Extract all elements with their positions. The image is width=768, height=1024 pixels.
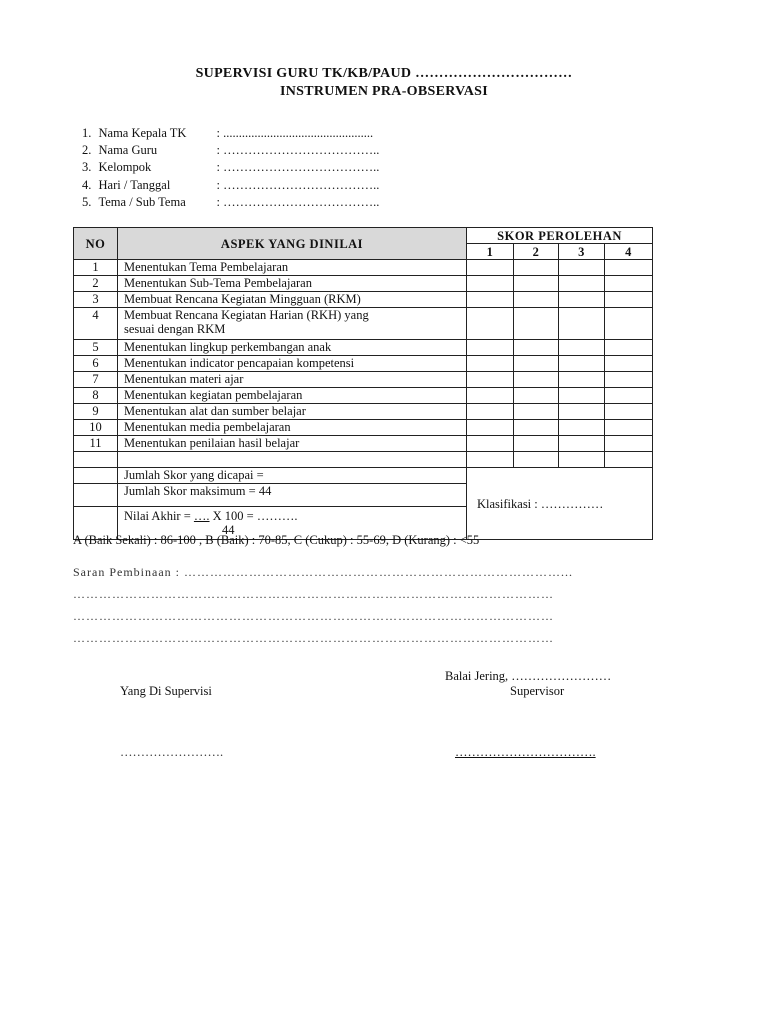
- header-aspek: ASPEK YANG DINILAI: [118, 228, 467, 260]
- row-aspek: Menentukan alat dan sumber belajar: [118, 404, 467, 420]
- info-row-kepala: [82, 126, 373, 141]
- info-row-tema: [82, 195, 379, 210]
- saran-dotted-line: …………………………………………………………………………………………………: [73, 587, 554, 601]
- score-cell[interactable]: [467, 260, 514, 276]
- score-cell[interactable]: [605, 404, 653, 420]
- saran-dotted-line: …………………………………………………………………………………………………: [73, 631, 554, 645]
- score-cell[interactable]: [559, 276, 605, 292]
- supervisee-label: Yang Di Supervisi: [120, 684, 212, 698]
- table-row: [74, 420, 653, 436]
- document-subtitle: INSTRUMEN PRA-OBSERVASI: [279, 84, 489, 99]
- summary-row-jumlah: [74, 468, 653, 484]
- saran-dotted-line: …………………………………………………………………………………………………: [73, 609, 554, 623]
- nilai-akhir-suffix: X 100 = ……….: [209, 509, 298, 523]
- row-aspek: Menentukan media pembelajaran: [118, 420, 467, 436]
- score-cell[interactable]: [514, 436, 559, 452]
- assessment-table: [73, 227, 653, 540]
- info-value: : ………………………………..: [216, 143, 380, 157]
- info-label: Tema / Sub Tema: [98, 195, 186, 209]
- table-row: [74, 276, 653, 292]
- score-cell[interactable]: [559, 436, 605, 452]
- score-cell[interactable]: [467, 356, 514, 372]
- jumlah-skor-label: Jumlah Skor yang dicapai =: [118, 468, 467, 484]
- info-row-kelompok: [82, 160, 379, 175]
- classification-legend: A (Baik Sekali) : 86-100 , B (Baik) : 70-85, C (Cukup) : 55-69, D (Kurang) : <55: [73, 533, 480, 547]
- score-cell[interactable]: [467, 452, 514, 468]
- row-number: 2: [74, 276, 118, 292]
- row-aspek-line2: sesuai dengan RKM: [124, 322, 226, 336]
- score-cell[interactable]: [605, 372, 653, 388]
- row-aspek: Menentukan Tema Pembelajaran: [118, 260, 467, 276]
- row-number: 8: [74, 388, 118, 404]
- row-number: 10: [74, 420, 118, 436]
- klasifikasi-cell: [467, 468, 653, 540]
- info-number: 1.: [82, 126, 92, 140]
- info-label: Hari / Tanggal: [98, 178, 171, 192]
- score-cell[interactable]: [605, 308, 653, 340]
- row-aspek: Menentukan Sub-Tema Pembelajaran: [118, 276, 467, 292]
- table-row: [74, 292, 653, 308]
- info-value: : ………………………………..: [216, 178, 380, 192]
- place-date: Balai Jering, ……………………: [445, 669, 612, 683]
- score-cell[interactable]: [605, 340, 653, 356]
- klasifikasi-label: Klasifikasi : ……………: [477, 496, 604, 511]
- nilai-akhir-prefix: Nilai Akhir =: [124, 509, 194, 523]
- info-number: 4.: [82, 178, 92, 192]
- header-no: NO: [74, 228, 118, 260]
- score-cell[interactable]: [559, 292, 605, 308]
- score-cell[interactable]: [514, 276, 559, 292]
- score-cell[interactable]: [605, 388, 653, 404]
- row-aspek: Menentukan kegiatan pembelajaran: [118, 388, 467, 404]
- table-row: [74, 340, 653, 356]
- table-row: [74, 260, 653, 276]
- row-number: 7: [74, 372, 118, 388]
- supervisor-signature-line: …………………………….: [455, 745, 596, 759]
- table-row: [74, 436, 653, 452]
- score-cell[interactable]: [514, 420, 559, 436]
- info-row-guru: [82, 143, 379, 158]
- score-cell[interactable]: [467, 436, 514, 452]
- info-value: : ………………………………..: [216, 160, 380, 174]
- row-number: 11: [74, 436, 118, 452]
- score-cell[interactable]: [559, 452, 605, 468]
- score-cell[interactable]: [605, 452, 653, 468]
- info-number: 3.: [82, 160, 92, 174]
- saran-pembinaan-line: Saran Pembinaan : ……………………………………………………………………………...: [73, 565, 573, 579]
- row-aspek: Menentukan penilaian hasil belajar: [118, 436, 467, 452]
- score-cell[interactable]: [605, 276, 653, 292]
- nilai-akhir-numerator: ….: [193, 509, 210, 523]
- row-number: 9: [74, 404, 118, 420]
- score-cell[interactable]: [467, 420, 514, 436]
- info-label: Nama Kepala TK: [98, 126, 187, 140]
- info-value: : ………………………………..: [216, 195, 380, 209]
- nilai-akhir-denominator: 44: [222, 523, 235, 537]
- header-score-3: 3: [559, 244, 605, 260]
- table-row: [74, 356, 653, 372]
- score-cell[interactable]: [514, 372, 559, 388]
- row-aspek: Menentukan lingkup perkembangan anak: [118, 340, 467, 356]
- row-number: 3: [74, 292, 118, 308]
- info-row-hari-tanggal: [82, 178, 379, 193]
- score-cell[interactable]: [559, 372, 605, 388]
- score-cell[interactable]: [467, 340, 514, 356]
- table-row: [74, 404, 653, 420]
- supervisor-label: Supervisor: [510, 684, 565, 698]
- score-cell[interactable]: [559, 388, 605, 404]
- score-cell[interactable]: [605, 292, 653, 308]
- header-skor: SKOR PEROLEHAN: [467, 228, 653, 244]
- row-aspek: Membuat Rencana Kegiatan Mingguan (RKM): [118, 292, 467, 308]
- header-score-4: 4: [605, 244, 653, 260]
- table-row-empty: [74, 452, 653, 468]
- jumlah-maksimum-label: Jumlah Skor maksimum = 44: [118, 484, 467, 507]
- row-aspek: Menentukan materi ajar: [118, 372, 467, 388]
- table-row: [74, 388, 653, 404]
- score-cell[interactable]: [559, 420, 605, 436]
- row-number: 1: [74, 260, 118, 276]
- score-cell[interactable]: [559, 340, 605, 356]
- score-cell[interactable]: [559, 260, 605, 276]
- table-row: [74, 308, 653, 340]
- score-cell[interactable]: [467, 292, 514, 308]
- supervisee-signature-line: …………………….: [120, 745, 224, 759]
- info-label: Nama Guru: [98, 143, 158, 157]
- row-number: 4: [74, 308, 118, 340]
- row-aspek: [118, 308, 467, 340]
- score-cell[interactable]: [514, 292, 559, 308]
- score-cell[interactable]: [559, 404, 605, 420]
- score-cell[interactable]: [514, 260, 559, 276]
- score-cell[interactable]: [514, 404, 559, 420]
- score-cell[interactable]: [605, 356, 653, 372]
- score-cell[interactable]: [514, 388, 559, 404]
- score-cell[interactable]: [514, 356, 559, 372]
- info-number: 5.: [82, 195, 92, 209]
- row-aspek: Menentukan indicator pencapaian kompetensi: [118, 356, 467, 372]
- score-cell[interactable]: [467, 276, 514, 292]
- row-number: 6: [74, 356, 118, 372]
- table-row: [74, 372, 653, 388]
- score-cell[interactable]: [514, 452, 559, 468]
- document-title: SUPERVISI GURU TK/KB/PAUD ……………………………: [195, 66, 573, 81]
- row-number: 5: [74, 340, 118, 356]
- row-aspek-line1: Membuat Rencana Kegiatan Harian (RKH) yang: [124, 308, 369, 322]
- score-cell[interactable]: [514, 308, 559, 340]
- score-cell[interactable]: [559, 356, 605, 372]
- score-cell[interactable]: [467, 404, 514, 420]
- score-cell[interactable]: [605, 260, 653, 276]
- score-cell[interactable]: [605, 436, 653, 452]
- header-score-2: 2: [514, 244, 559, 260]
- score-cell[interactable]: [559, 308, 605, 340]
- score-cell[interactable]: [467, 308, 514, 340]
- info-value: : ................................................: [216, 126, 374, 140]
- score-cell[interactable]: [467, 388, 514, 404]
- score-cell[interactable]: [605, 420, 653, 436]
- score-cell[interactable]: [467, 372, 514, 388]
- info-number: 2.: [82, 143, 92, 157]
- info-label: Kelompok: [98, 160, 152, 174]
- score-cell[interactable]: [514, 340, 559, 356]
- header-score-1: 1: [467, 244, 514, 260]
